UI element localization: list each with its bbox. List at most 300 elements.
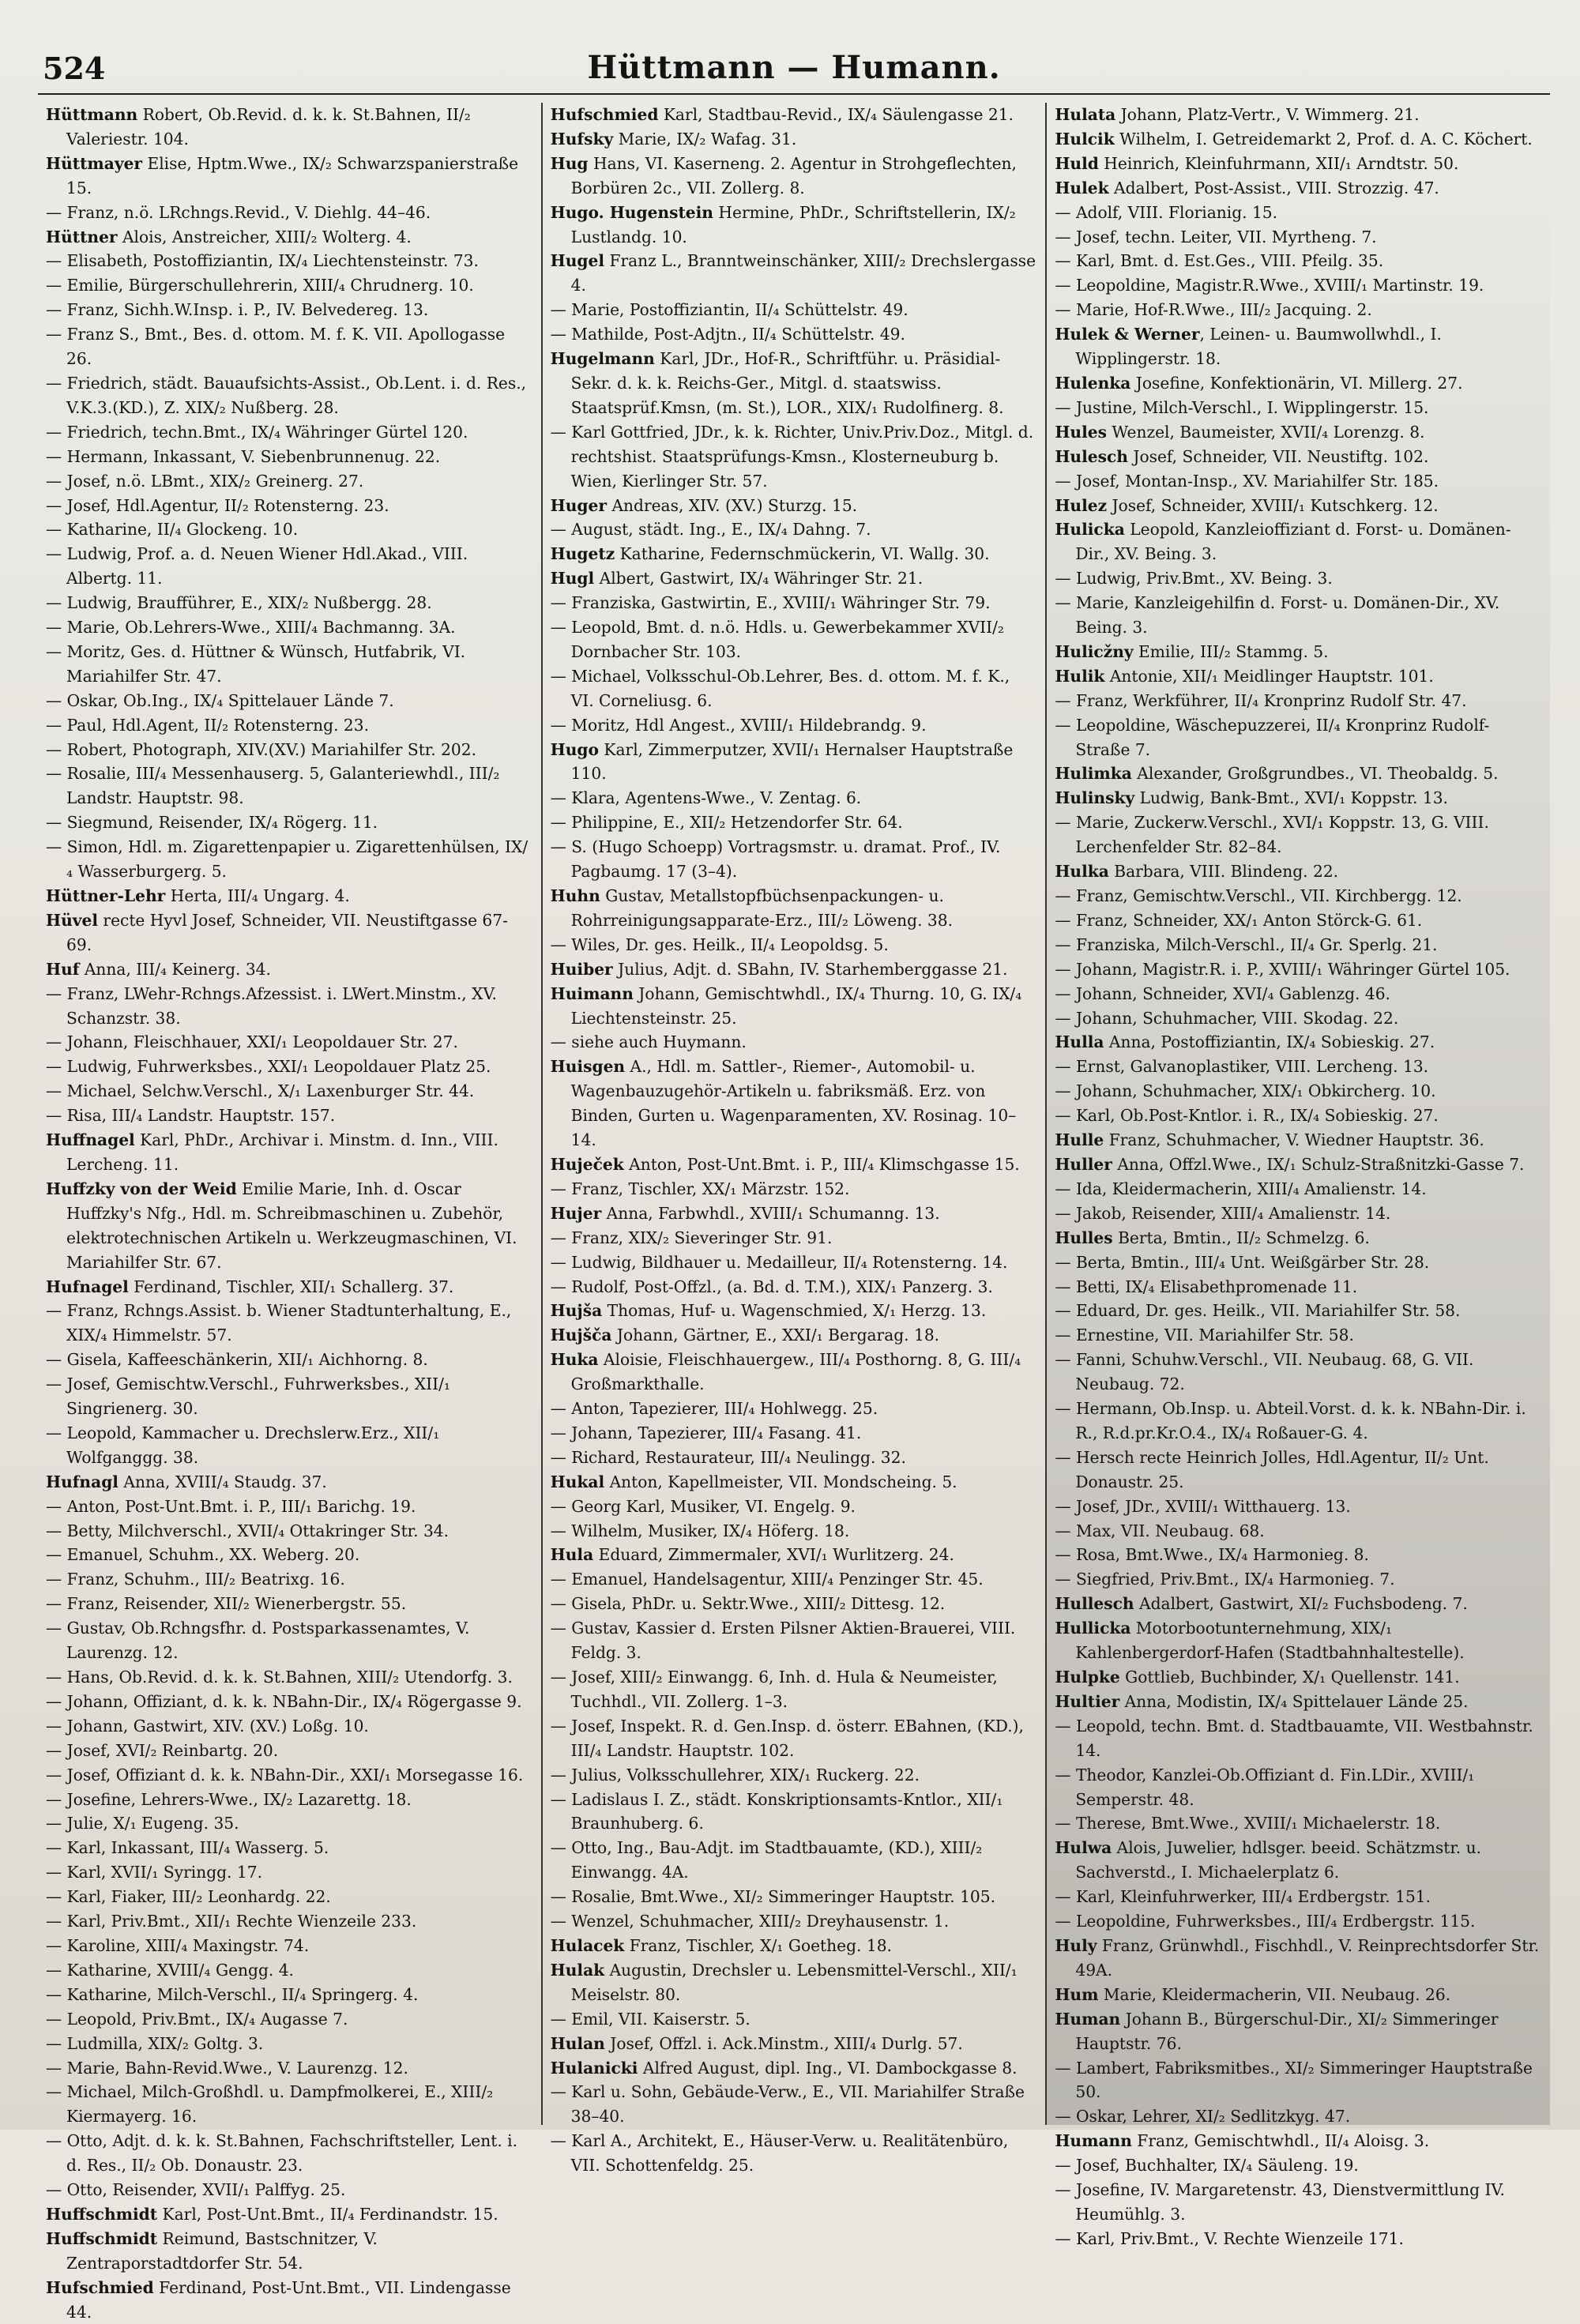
- entry-details: Josef, Offzl. i. Ack.Minstm., XIII/₄ Durlg. 57.: [604, 2033, 963, 2053]
- entry-details: — Ladislaus I. Z., städt. Konskriptionsamts-Kntlor., XII/₁ Braunhuberg. 6.: [550, 1789, 1003, 1833]
- entry-details: — Michael, Volksschul-Ob.Lehrer, Bes. d. ottom. M. f. K., VI. Corneliusg. 6.: [550, 666, 1010, 710]
- entry-details: — Josef, Montan-Insp., XV. Mariahilfer Str. 185.: [1055, 471, 1439, 491]
- entry-details: Adalbert, Post-Assist., VIII. Strozzig. 47.: [1108, 178, 1439, 197]
- entry-details: — Oskar, Lehrer, XI/₂ Sedlitzkyg. 47.: [1055, 2107, 1351, 2127]
- entry-details: — Ernst, Galvanoplastiker, VIII. Lercheng. 13.: [1055, 1057, 1429, 1077]
- directory-entry: [46, 469, 533, 494]
- directory-entry: [551, 1226, 1038, 1250]
- directory-entry: [1055, 1079, 1542, 1104]
- entry-details: — Ernestine, VII. Mariahilfer Str. 58.: [1055, 1326, 1354, 1345]
- entry-details: Josef, Schneider, XVIII/₁ Kutschkerg. 12.: [1107, 495, 1439, 515]
- directory-entry: [46, 1885, 533, 1909]
- entry-details: Ludwig, Bank-Bmt., XVI/₁ Koppstr. 13.: [1134, 788, 1448, 808]
- directory-entry: [1055, 1592, 1542, 1616]
- entry-details: — Ida, Kleidermacherin, XIII/₄ Amalienstr. 14.: [1055, 1179, 1427, 1198]
- entry-details: — Johann, Schuhmacher, XIX/₁ Obkircherg. 10.: [1055, 1081, 1436, 1101]
- directory-entry: [46, 2178, 533, 2202]
- entry-surname: Hulanicki: [550, 2058, 638, 2078]
- directory-entry: [46, 1421, 533, 1470]
- directory-entry: [1055, 298, 1542, 322]
- entry-surname: Hulenka: [1055, 373, 1131, 393]
- directory-entry: [551, 2129, 1038, 2178]
- directory-entry: [1055, 933, 1542, 957]
- entry-details: — Simon, Hdl. m. Zigarettenpapier u. Zigarettenhülsen, IX/₄ Wasserburgerg. 5.: [46, 837, 529, 882]
- directory-entry: [46, 322, 533, 371]
- entry-surname: Hulpke: [1055, 1668, 1120, 1687]
- entry-details: — Karl u. Sohn, Gebäude-Verw., E., VII. Mariahilfer Straße 38–40.: [550, 2082, 1025, 2127]
- entry-details: — Betty, Milchverschl., XVII/₄ Ottakringer Str. 34.: [46, 1521, 450, 1540]
- directory-column-right: [1045, 103, 1550, 2248]
- entry-surname: Hufnagel: [46, 1277, 129, 1296]
- entry-details: — Johann, Gastwirt, XIV. (XV.) Loßg. 10.: [46, 1716, 369, 1735]
- entry-surname: Humann: [1055, 2131, 1132, 2151]
- entry-details: — Marie, Zuckerw.Verschl., XVI/₁ Koppstr. 13, G. VIII. Lerchenfelder Str. 82–84.: [1055, 813, 1489, 857]
- entry-details: — Franz, Reisender, XII/₂ Wienerbergstr. 55.: [46, 1594, 407, 1614]
- entry-details: Gottlieb, Buchbinder, X/₁ Quellenstr. 141.: [1119, 1668, 1460, 1687]
- directory-entry: [551, 298, 1038, 322]
- directory-entry: [1055, 1495, 1542, 1519]
- entry-surname: Huffzky von der Weid: [46, 1179, 237, 1198]
- entry-details: — Gustav, Ob.Rchngsfhr. d. Postsparkassenamtes, V. Laurenzg. 12.: [46, 1619, 470, 1663]
- entry-details: — Katharine, Milch-Verschl., II/₄ Springerg. 4.: [46, 1984, 419, 2004]
- entry-details: — Josef, Inspekt. R. d. Gen.Insp. d. österr. EBahnen, (KD.), III/₄ Landstr. Hauptstr. 102.: [550, 1716, 1024, 1760]
- directory-entry: [46, 1934, 533, 1958]
- entry-details: — Wenzel, Schuhmacher, XIII/₂ Dreyhausenstr. 1.: [550, 1912, 950, 1931]
- entry-surname: Hulcik: [1055, 129, 1115, 149]
- entry-surname: Hug: [550, 153, 589, 173]
- entry-surname: Hüttner: [46, 227, 118, 246]
- entry-details: — Franz, Schneider, XX/₁ Anton Störck-G. 61.: [1055, 910, 1423, 930]
- entry-details: — Leopold, Bmt. d. n.ö. Hdls. u. Gewerbekammer XVII/₂ Dornbacher Str. 103.: [550, 618, 1005, 661]
- directory-entry: [551, 1763, 1038, 1788]
- entry-details: — Leopoldine, Wäschepuzzerei, II/₄ Kronprinz Rudolf-Straße 7.: [1055, 715, 1490, 759]
- directory-entry: [46, 957, 533, 982]
- entry-surname: Hufnagl: [46, 1472, 118, 1491]
- entry-details: Franz, Gemischtwhdl., II/₄ Aloisg. 3.: [1131, 2131, 1430, 2151]
- directory-entry: [551, 1275, 1038, 1299]
- directory-entry: [551, 1348, 1038, 1397]
- directory-entry: [46, 1079, 533, 1104]
- entry-details: — Leopoldine, Fuhrwerksbes., III/₄ Erdbergstr. 115.: [1055, 1912, 1476, 1931]
- entry-surname: Huly: [1055, 1935, 1097, 1955]
- entry-details: Albert, Gastwirt, IX/₄ Währinger Str. 21.: [594, 569, 924, 589]
- directory-entry: [46, 494, 533, 518]
- entry-details: Reimund, Bastschnitzer, V. Zentraporstadtdorfer Str. 54.: [66, 2228, 378, 2273]
- directory-entry: [1055, 1177, 1542, 1201]
- entry-surname: Hüttner-Lehr: [46, 886, 166, 905]
- entry-details: — Siegfried, Priv.Bmt., IX/₄ Harmonieg. 7.: [1055, 1570, 1395, 1589]
- directory-entry: [46, 201, 533, 225]
- directory-entry: [1055, 225, 1542, 250]
- entry-surname: Huller: [1055, 1154, 1112, 1174]
- entry-surname: Hullesch: [1055, 1594, 1134, 1614]
- directory-entry: [551, 1177, 1038, 1201]
- entry-details: — Robert, Photograph, XIV.(XV.) Mariahilfer Str. 202.: [46, 739, 477, 759]
- directory-entry: [1055, 689, 1542, 713]
- entry-surname: Hulik: [1055, 666, 1105, 686]
- entry-details: — Richard, Restaurateur, III/₄ Neulingg. 32.: [550, 1447, 906, 1467]
- directory-entry: [1055, 1348, 1542, 1397]
- entry-details: — Karl, Kleinfuhrwerker, III/₄ Erdbergstr. 151.: [1055, 1887, 1431, 1907]
- entry-details: Alfred August, dipl. Ing., VI. Dambockgasse 8.: [638, 2058, 1018, 2078]
- directory-entry: [46, 1788, 533, 1812]
- entry-details: Josef, Schneider, VII. Neustiftg. 102.: [1127, 446, 1429, 466]
- entry-details: Eduard, Zimmermaler, XVI/₁ Wurlitzerg. 24.: [593, 1545, 954, 1565]
- entry-details: — Johann, Fleischhauer, XXI/₁ Leopoldauer Str. 27.: [46, 1032, 458, 1052]
- directory-entry: [46, 1836, 533, 1860]
- entry-details: — Franziska, Milch-Verschl., II/₄ Gr. Sperlg. 21.: [1055, 934, 1438, 954]
- directory-entry: [551, 738, 1038, 787]
- entry-surname: Huffschmidt: [46, 2228, 158, 2248]
- page-number: 524: [43, 51, 106, 86]
- entry-details: — Gisela, PhDr. u. Sektr.Wwe., XIII/₂ Dittesg. 12.: [550, 1594, 946, 1614]
- directory-entry: [1055, 201, 1542, 225]
- entry-details: — Julie, X/₁ Eugeng. 35.: [46, 1814, 239, 1833]
- directory-entry: [551, 1909, 1038, 1934]
- directory-entry: [551, 884, 1038, 933]
- entry-details: — Otto, Adjt. d. k. k. St.Bahnen, Fachschriftsteller, Lent. i. d. Res., II/₂ Ob. Donaustr. 23.: [46, 2131, 518, 2175]
- directory-entry: [1055, 2129, 1542, 2153]
- entry-details: A., Hdl. m. Sattler-, Riemer-, Automobil- u. Wagenbauzugehör-Artikeln u. fabriksmäß. Erz. von Binden, Gurten u. Wagenparamenten, XV. Rosinag. 10–14.: [570, 1057, 1017, 1150]
- entry-details: — Johann, Schneider, XVI/₄ Gablenzg. 46.: [1055, 983, 1390, 1003]
- entry-details: Alois, Anstreicher, XIII/₂ Wolterg. 4.: [117, 227, 412, 246]
- entry-surname: Hüttmayer: [46, 153, 143, 173]
- entry-details: Julius, Adjt. d. SBahn, IV. Starhemberggasse 21.: [612, 959, 1008, 979]
- directory-entry: [551, 835, 1038, 884]
- entry-details: Elise, Hptm.Wwe., IX/₂ Schwarzspanierstraße 15.: [66, 153, 519, 197]
- directory-entry: [551, 1934, 1038, 1958]
- entry-details: — Franz, Rchngs.Assist. b. Wiener Stadtunterhaltung, E., XIX/₄ Himmelstr. 57.: [46, 1301, 512, 1345]
- entry-details: Karl, Stadtbau-Revid., IX/₄ Säulengasse 21.: [658, 105, 1014, 124]
- directory-entry: [46, 1983, 533, 2007]
- entry-surname: Hujša: [550, 1301, 603, 1321]
- entry-details: — Karl A., Architekt, E., Häuser-Verw. u. Realitätenbüro, VII. Schottenfeldg. 25.: [550, 2131, 1009, 2175]
- directory-entry: [1055, 152, 1542, 176]
- entry-details: — Hermann, Inkassant, V. Siebenbrunnenug. 22.: [46, 446, 441, 466]
- directory-entry: [551, 2007, 1038, 2032]
- entry-surname: Hugelmann: [550, 349, 655, 369]
- directory-entry: [46, 1030, 533, 1055]
- directory-entry: [551, 2032, 1038, 2056]
- entry-details: — Theodor, Kanzlei-Ob.Offiziant d. Fin.LDir., XVIII/₁ Semperstr. 48.: [1055, 1765, 1475, 1809]
- entry-surname: Huf: [46, 959, 80, 979]
- directory-entry: [46, 103, 533, 152]
- entry-details: Anna, Postoffiziantin, IX/₄ Sobieskig. 27.: [1104, 1032, 1435, 1052]
- directory-entry: [1055, 494, 1542, 518]
- entry-details: — Franz, Sichh.W.Insp. i. P., IV. Belvedereg. 13.: [46, 300, 429, 320]
- entry-surname: Hufschmied: [46, 2277, 154, 2297]
- entry-details: — Franz, n.ö. LRchngs.Revid., V. Diehlg. 44–46.: [46, 202, 431, 222]
- directory-entry: [46, 762, 533, 810]
- entry-surname: Hujšča: [550, 1326, 612, 1345]
- directory-entry: [1055, 1226, 1542, 1250]
- entry-surname: Hules: [1055, 422, 1107, 442]
- entry-details: Anna, Offzl.Wwe., IX/₁ Schulz-Straßnitzki-Gasse 7.: [1112, 1154, 1525, 1174]
- entry-surname: Hüvel: [46, 910, 98, 930]
- entry-details: Franz, Grünwhdl., Fischhdl., V. Reinprechtsdorfer Str. 49A.: [1075, 1935, 1540, 1980]
- entry-details: — Josef, techn. Leiter, VII. Myrtheng. 7.: [1055, 227, 1377, 246]
- directory-entry: [1055, 2153, 1542, 2178]
- directory-entry: [551, 420, 1038, 494]
- entry-surname: Hulesch: [1055, 446, 1128, 466]
- entry-details: Alois, Juwelier, hdlsger. beeid. Schätzmstr. u. Sachverstd., I. Michaelerplatz 6.: [1075, 1838, 1482, 1882]
- directory-entry: [46, 371, 533, 420]
- entry-details: Wenzel, Baumeister, XVII/₄ Lorenzg. 8.: [1106, 422, 1425, 442]
- directory-entry: [46, 1275, 533, 1299]
- entry-details: — Josef, Gemischtw.Verschl., Fuhrwerksbes., XII/₁ Singrienerg. 30.: [46, 1374, 451, 1419]
- entry-details: — Emil, VII. Kaiserstr. 5.: [550, 2009, 750, 2029]
- entry-details: Alexander, Großgrundbes., VI. Theobaldg. 5.: [1131, 764, 1499, 784]
- entry-details: Karl, PhDr., Archivar i. Minstm. d. Inn., VIII. Lercheng. 11.: [66, 1130, 498, 1174]
- entry-details: — Risa, III/₄ Landstr. Hauptstr. 157.: [46, 1106, 336, 1126]
- entry-surname: Hulek: [1055, 178, 1109, 197]
- directory-entry: [46, 2227, 533, 2276]
- directory-entry: [46, 1763, 533, 1788]
- entry-details: Ferdinand, Tischler, XII/₁ Schallerg. 37.: [128, 1277, 454, 1296]
- entry-surname: Hulicžny: [1055, 641, 1134, 661]
- entry-details: — Jakob, Reisender, XIII/₄ Amalienstr. 14.: [1055, 1203, 1391, 1223]
- entry-details: Anna, Farbwhdl., XVIII/₁ Schumanng. 13.: [601, 1203, 940, 1223]
- entry-details: Hermine, PhDr., Schriftstellerin, IX/₂ Lustlandg. 10.: [570, 202, 1016, 246]
- directory-entry: [46, 249, 533, 273]
- entry-details: — Anton, Post-Unt.Bmt. i. P., III/₁ Barichg. 19.: [46, 1496, 416, 1516]
- directory-entry: [551, 713, 1038, 738]
- entry-details: — Paul, Hdl.Agent, II/₂ Rotensterng. 23.: [46, 715, 370, 735]
- directory-entry: [1055, 420, 1542, 445]
- directory-entry: [551, 1323, 1038, 1348]
- directory-entry: [1055, 1567, 1542, 1592]
- entry-details: — Marie, Hof-R.Wwe., III/₂ Jacquing. 2.: [1055, 300, 1372, 320]
- directory-entry: [46, 982, 533, 1031]
- entry-surname: Hulak: [550, 1960, 605, 1980]
- directory-entry: [46, 1299, 533, 1348]
- entry-details: — Wilhelm, Musiker, IX/₄ Höferg. 18.: [550, 1521, 850, 1540]
- directory-entry: [46, 1714, 533, 1739]
- directory-entry: [46, 689, 533, 713]
- directory-entry: [46, 615, 533, 640]
- entry-details: — Friedrich, städt. Bauaufsichts-Assist., Ob.Lent. i. d. Res., V.K.3.(KD.), Z. XIX/₂ Nußberg. 28.: [46, 373, 527, 417]
- directory-entry: [551, 2056, 1038, 2081]
- entry-details: — Ludwig, Fuhrwerksbes., XXI/₁ Leopoldauer Platz 25.: [46, 1057, 491, 1077]
- entry-details: — Georg Karl, Musiker, VI. Engelg. 9.: [550, 1496, 856, 1516]
- directory-entry: [46, 1567, 533, 1592]
- directory-entry: [46, 1495, 533, 1519]
- entry-details: — Ludwig, Priv.Bmt., XV. Being. 3.: [1055, 569, 1333, 589]
- entry-details: — Rudolf, Post-Offzl., (a. Bd. d. T.M.), XIX/₁ Panzerg. 3.: [550, 1277, 993, 1296]
- entry-surname: Huffschmidt: [46, 2204, 158, 2224]
- directory-entry: [46, 2007, 533, 2032]
- directory-entry: [46, 1739, 533, 1763]
- directory-entry: [46, 835, 533, 884]
- entry-surname: Hulicka: [1055, 520, 1125, 540]
- entry-details: — Siegmund, Reisender, IX/₄ Rögerg. 11.: [46, 813, 378, 833]
- directory-entry: [1055, 1397, 1542, 1446]
- directory-entry: [46, 1543, 533, 1567]
- entry-details: — Julius, Volksschullehrer, XIX/₁ Ruckerg. 22.: [550, 1765, 920, 1784]
- directory-entry: [551, 1299, 1038, 1323]
- entry-details: — Karl, Bmt. d. Est.Ges., VIII. Pfeilg. 35.: [1055, 251, 1384, 271]
- directory-entry: [1055, 1055, 1542, 1079]
- entry-surname: Huld: [1055, 153, 1099, 173]
- entry-details: Berta, Bmtin., II/₂ Schmelzg. 6.: [1112, 1228, 1370, 1247]
- entry-details: Anna, III/₄ Keinerg. 34.: [79, 959, 271, 979]
- entry-details: — Oskar, Ob.Ing., IX/₄ Spittelauer Lände 7.: [46, 690, 394, 710]
- directory-entry: [551, 957, 1038, 982]
- entry-details: — Friedrich, techn.Bmt., IX/₄ Währinger Gürtel 120.: [46, 422, 468, 442]
- entry-details: — Karl, Priv.Bmt., XII/₁ Rechte Wienzeile 233.: [46, 1912, 417, 1931]
- entry-details: Johann, Gärtner, E., XXI/₁ Bergarag. 18.: [611, 1326, 940, 1345]
- entry-details: — siehe auch Huymann.: [550, 1032, 747, 1052]
- entry-surname: Huječek: [550, 1154, 624, 1174]
- directory-entry: [1055, 249, 1542, 273]
- directory-entry: [1055, 1446, 1542, 1495]
- directory-entry: [551, 1543, 1038, 1567]
- entry-details: Josefine, Konfektionärin, VI. Millerg. 27.: [1130, 373, 1463, 393]
- entry-surname: Hugl: [550, 569, 595, 589]
- directory-entry: [1055, 176, 1542, 201]
- entry-details: — Josef, XVI/₂ Reinbartg. 20.: [46, 1740, 279, 1760]
- directory-entry: [1055, 2178, 1542, 2227]
- entry-details: Anton, Kapellmeister, VII. Mondscheing. 5.: [604, 1472, 957, 1491]
- directory-entry: [46, 1860, 533, 1885]
- entry-details: — Betti, IX/₄ Elisabethpromenade 11.: [1055, 1277, 1358, 1296]
- directory-entry: [46, 2032, 533, 2056]
- entry-details: — Marie, Kanzleigehilfin d. Forst- u. Domänen-Dir., XV. Being. 3.: [1055, 593, 1500, 637]
- directory-entry: [46, 1909, 533, 1934]
- directory-entry: [1055, 1714, 1542, 1763]
- entry-details: — Johann, Schuhmacher, VIII. Skodag. 22.: [1055, 1008, 1399, 1028]
- entry-surname: Hulimka: [1055, 764, 1132, 784]
- directory-entry: [1055, 1909, 1542, 1934]
- directory-entry: [1055, 664, 1542, 689]
- directory-entry: [1055, 273, 1542, 298]
- directory-entry: [46, 2202, 533, 2227]
- directory-entry: [1055, 445, 1542, 469]
- entry-details: — Karl, Inkassant, III/₄ Wasserg. 5.: [46, 1838, 329, 1858]
- directory-entry: [1055, 1885, 1542, 1909]
- directory-entry: [46, 517, 533, 542]
- directory-entry: [551, 1397, 1038, 1421]
- directory-entry: [551, 127, 1038, 152]
- entry-details: — Ludwig, Prof. a. d. Neuen Wiener Hdl.Akad., VIII. Albertg. 11.: [46, 544, 468, 589]
- directory-entry: [1055, 103, 1542, 127]
- running-title: Hüttmann — Humann.: [587, 49, 1001, 86]
- entry-details: — Karl, Priv.Bmt., V. Rechte Wienzeile 171.: [1055, 2228, 1404, 2248]
- entry-details: — Johann, Magistr.R. i. P., XVIII/₁ Währinger Gürtel 105.: [1055, 959, 1510, 979]
- entry-details: — Rosalie, III/₄ Messenhauserg. 5, Galanteriewhdl., III/₂ Landstr. Hauptstr. 98.: [46, 764, 500, 808]
- entry-details: — Emanuel, Schuhm., XX. Weberg. 20.: [46, 1545, 360, 1565]
- entry-details: Anna, XVIII/₄ Staudg. 37.: [118, 1472, 327, 1491]
- directory-column-left: [38, 103, 541, 2322]
- entry-details: — Emilie, Bürgerschullehrerin, XIII/₄ Chrudnerg. 10.: [46, 276, 474, 295]
- entry-surname: Hulles: [1055, 1228, 1113, 1247]
- entry-details: — Michael, Selchw.Verschl., X/₁ Laxenburger Str. 44.: [46, 1081, 475, 1101]
- directory-entry: [46, 542, 533, 591]
- entry-details: — Franz, XIX/₂ Sieveringer Str. 91.: [550, 1228, 833, 1247]
- entry-surname: Hugo. Hugenstein: [550, 202, 713, 222]
- entry-details: Katharine, Federnschmückerin, VI. Wallg. 30.: [615, 544, 990, 564]
- directory-entry: [551, 810, 1038, 835]
- entry-details: — Johann, Offiziant, d. k. k. NBahn-Dir., IX/₄ Rögergasse 9.: [46, 1691, 522, 1711]
- directory-entry: [551, 249, 1038, 298]
- directory-entry: [46, 1348, 533, 1372]
- directory-entry: [46, 298, 533, 322]
- directory-entry: [46, 1055, 533, 1079]
- entry-surname: Huhn: [550, 886, 600, 905]
- entry-surname: Huisgen: [550, 1057, 626, 1077]
- entry-details: — Karoline, XIII/₄ Maxingstr. 74.: [46, 1935, 310, 1955]
- entry-surname: Hugetz: [550, 544, 615, 564]
- entry-details: — Rosalie, Bmt.Wwe., XI/₂ Simmeringer Hauptstr. 105.: [550, 1887, 996, 1907]
- entry-details: — Karl, XVII/₁ Syringg. 17.: [46, 1863, 262, 1882]
- directory-entry: [1055, 1665, 1542, 1690]
- entry-details: Marie, IX/₂ Wafag. 31.: [613, 129, 797, 149]
- entry-details: Anna, Modistin, IX/₄ Spittelauer Lände 25.: [1119, 1691, 1469, 1711]
- entry-details: — Josef, Buchhalter, IX/₄ Säuleng. 19.: [1055, 2156, 1359, 2175]
- entry-surname: Hulez: [1055, 495, 1108, 515]
- directory-entry: [551, 1153, 1038, 1177]
- directory-entry: [46, 2080, 533, 2129]
- entry-details: Hans, VI. Kaserneng. 2. Agentur in Strohgeflechten, Borbüren 2c., VII. Zollerg. 8.: [570, 153, 1017, 197]
- directory-entry: [46, 738, 533, 762]
- entry-details: — Hersch recte Heinrich Jolles, Hdl.Agentur, II/₂ Unt. Donaustr. 25.: [1055, 1447, 1489, 1491]
- entry-details: — Wiles, Dr. ges. Heilk., II/₄ Leopoldsg. 5.: [550, 934, 889, 954]
- directory-entry: [1055, 322, 1542, 371]
- entry-surname: Hulinsky: [1055, 788, 1135, 808]
- entry-details: — Moritz, Ges. d. Hüttner & Wünsch, Hutfabrik, VI. Mariahilfer Str. 47.: [46, 641, 466, 686]
- entry-surname: Hulle: [1055, 1130, 1104, 1150]
- directory-entry: [551, 2080, 1038, 2129]
- entry-surname: Hukal: [550, 1472, 605, 1491]
- entry-details: , Leinen- u. Baumwollwhdl., I. Wipplingerstr. 18.: [1075, 325, 1442, 369]
- directory-entry: [551, 1030, 1038, 1055]
- directory-entry: [551, 347, 1038, 420]
- directory-entry: [1055, 1128, 1542, 1153]
- directory-entry: [551, 566, 1038, 591]
- entry-details: — Ludmilla, XIX/₂ Goltg. 3.: [46, 2033, 264, 2053]
- directory-entry: [1055, 1030, 1542, 1055]
- entry-details: Franz L., Branntweinschänker, XIII/₂ Drechslergasse 4.: [570, 251, 1036, 295]
- directory-entry: [1055, 1250, 1542, 1275]
- entry-details: — Franz, Tischler, XX/₁ Märzstr. 152.: [550, 1179, 850, 1198]
- entry-details: — Marie, Ob.Lehrers-Wwe., XIII/₄ Bachmanng. 3A.: [46, 618, 456, 637]
- directory-entry: [551, 1470, 1038, 1495]
- entry-details: — Franz, Schuhm., III/₂ Beatrixg. 16.: [46, 1570, 345, 1589]
- entry-details: Gustav, Metallstopfbüchsenpackungen- u. Rohrreinigungsapparate-Erz., III/₂ Löweng. 38.: [570, 886, 954, 930]
- directory-entry: [1055, 396, 1542, 420]
- directory-entry: [1055, 640, 1542, 664]
- directory-entry: [1055, 982, 1542, 1006]
- entry-details: Thomas, Huf- u. Wagenschmied, X/₁ Herzg. 13.: [602, 1301, 987, 1321]
- directory-entry: [551, 1885, 1038, 1909]
- directory-entry: [46, 810, 533, 835]
- directory-entry: [46, 1592, 533, 1616]
- directory-entry: [1055, 1983, 1542, 2007]
- directory-entry: [551, 1788, 1038, 1837]
- entry-details: Leopold, Kanzleioffiziant d. Forst- u. Domänen-Dir., XV. Being. 3.: [1075, 520, 1511, 564]
- directory-entry: [46, 1104, 533, 1128]
- entry-details: — Hans, Ob.Revid. d. k. k. St.Bahnen, XIII/₂ Utendorfg. 3.: [46, 1668, 513, 1687]
- directory-entry: [46, 1470, 533, 1495]
- directory-entry: [46, 1958, 533, 1983]
- directory-entry: [1055, 2227, 1542, 2251]
- entry-details: — Moritz, Hdl Angest., XVIII/₁ Hildebrandg. 9.: [550, 715, 927, 735]
- entry-surname: Hulek & Werner: [1055, 325, 1200, 344]
- entry-details: — Ludwig, Braufführer, E., XIX/₂ Nußbergg. 28.: [46, 593, 432, 613]
- entry-details: — Karl Gottfried, JDr., k. k. Richter, Univ.Priv.Doz., Mitgl. d. rechtshist. Staatsprüfungs-Kmsn., Klosterneuburg b. Wien, Kierlinger Str. 57.: [550, 422, 1034, 491]
- directory-entry: [1055, 2007, 1542, 2056]
- entry-details: Aloisie, Fleischhauergew., III/₄ Posthorng. 8, G. III/₄ Großmarkthalle.: [570, 1350, 1021, 1394]
